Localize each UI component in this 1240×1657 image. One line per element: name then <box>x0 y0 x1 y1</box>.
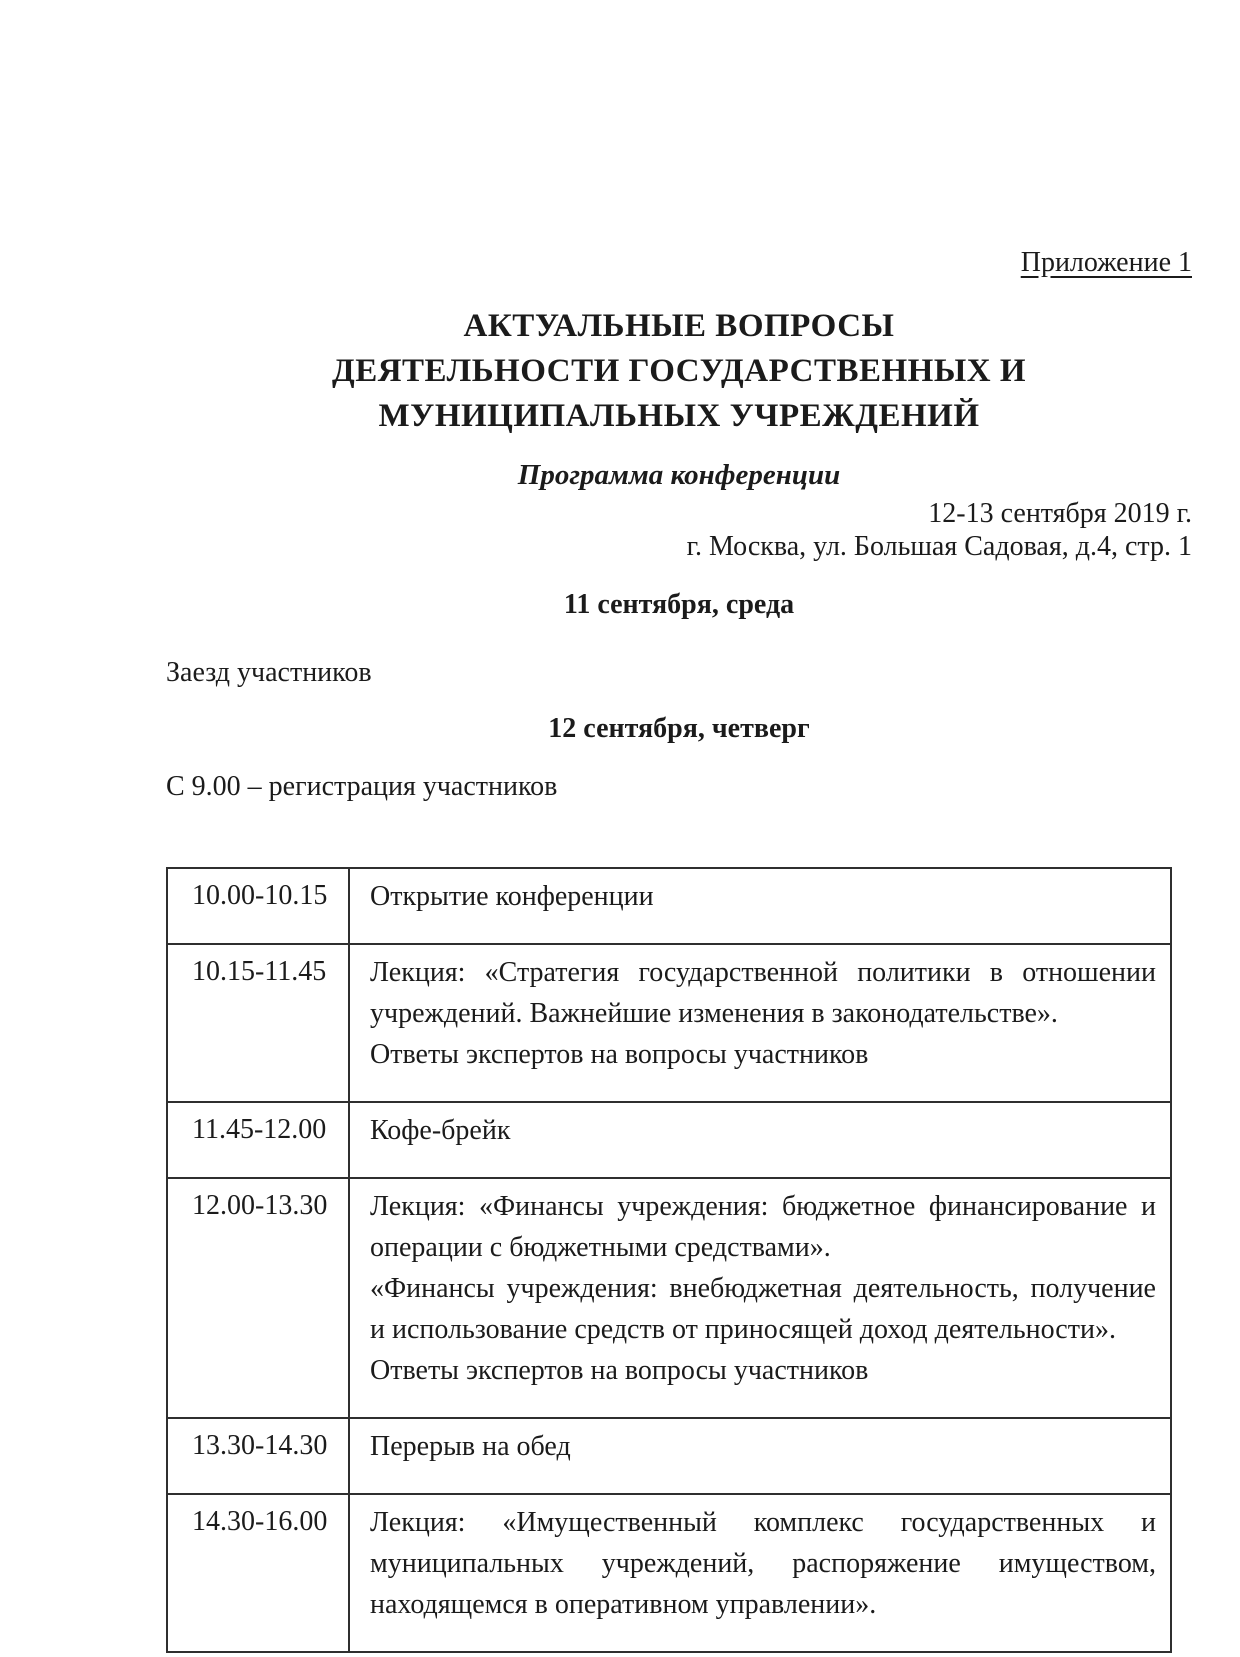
topic-paragraph: «Финансы учреждения: внебюджетная деятельность, получение и использование средств от приносящей доход деятельности». <box>370 1273 1156 1345</box>
document-title <box>166 304 1192 439</box>
time-cell: 11.45-12.00 <box>167 1102 349 1178</box>
time-cell: 13.30-14.30 <box>167 1418 349 1494</box>
day2-note: С 9.00 – регистрация участников <box>166 771 558 802</box>
topic-paragraph: Лекция: «Имущественный комплекс государственных и муниципальных учреждений, распоряжение имуществом, находящемся в оперативном управлении». <box>370 1507 1156 1620</box>
time-cell: 14.30-16.00 <box>167 1494 349 1652</box>
time-cell: 12.00-13.30 <box>167 1178 349 1418</box>
schedule-row <box>167 868 1171 944</box>
topic-paragraph: Лекция: «Финансы учреждения: бюджетное финансирование и операции с бюджетными средствами». <box>370 1191 1156 1263</box>
topic-cell <box>349 1102 1171 1178</box>
appendix-text: Приложение 1 <box>1020 247 1192 278</box>
schedule-table <box>166 867 1172 1653</box>
schedule-row <box>167 1178 1171 1418</box>
schedule-row <box>167 1418 1171 1494</box>
conference-address: г. Москва, ул. Большая Садовая, д.4, стр. 1 <box>686 531 1192 562</box>
time-cell: 10.15-11.45 <box>167 944 349 1102</box>
title-line-2: ДЕЯТЕЛЬНОСТИ ГОСУДАРСТВЕННЫХ И <box>331 353 1026 389</box>
appendix-label <box>166 246 1192 280</box>
topic-cell <box>349 944 1171 1102</box>
day1-note: Заезд участников <box>166 657 372 688</box>
topic-cell <box>349 1178 1171 1418</box>
topic-paragraph: Перерыв на обед <box>370 1431 571 1462</box>
topic-paragraph: Открытие конференции <box>370 881 654 912</box>
schedule-table-body <box>167 868 1171 1652</box>
schedule-row <box>167 1102 1171 1178</box>
topic-cell <box>349 1494 1171 1652</box>
day1-heading: 11 сентября, среда <box>563 589 795 620</box>
schedule-row <box>167 944 1171 1102</box>
title-line-1: АКТУАЛЬНЫЕ ВОПРОСЫ <box>463 308 895 344</box>
topic-cell <box>349 868 1171 944</box>
title-line-3: МУНИЦИПАЛЬНЫХ УЧРЕЖДЕНИЙ <box>378 398 980 434</box>
topic-paragraph: Ответы экспертов на вопросы участников <box>370 1355 869 1386</box>
conference-dates: 12-13 сентября 2019 г. <box>928 498 1192 529</box>
schedule-row <box>167 1494 1171 1652</box>
topic-cell <box>349 1418 1171 1494</box>
topic-paragraph: Кофе-брейк <box>370 1115 511 1146</box>
topic-paragraph: Лекция: «Стратегия государственной политики в отношении учреждений. Важнейшие изменения в законодательстве». <box>370 957 1156 1029</box>
document-header <box>166 246 1192 803</box>
topic-paragraph: Ответы экспертов на вопросы участников <box>370 1039 869 1070</box>
time-cell: 10.00-10.15 <box>167 868 349 944</box>
conference-program-subtitle: Программа конференции <box>517 459 841 491</box>
day2-heading: 12 сентября, четверг <box>548 713 810 744</box>
document-content <box>166 246 1192 1653</box>
